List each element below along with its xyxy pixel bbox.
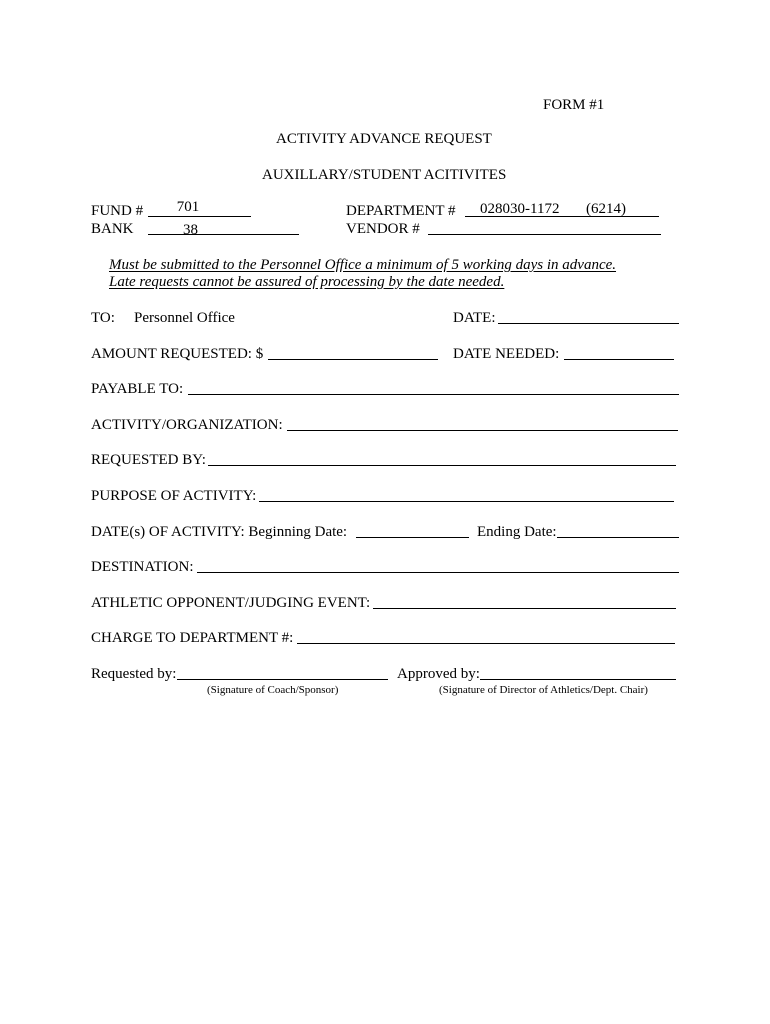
fund-label: FUND # [91,203,144,219]
requested-signature-label: Requested by: [91,666,177,682]
ending-date-label: Ending Date: [477,524,557,540]
date-line[interactable] [498,323,679,324]
purpose-label: PURPOSE OF ACTIVITY: [91,488,257,504]
bank-value: 38 [183,222,198,238]
fund-value: 701 [176,199,200,215]
dates-label: DATE(s) OF ACTIVITY: Beginning Date: [91,524,348,540]
activity-line[interactable] [287,430,678,431]
to-label: TO: [91,310,115,326]
activity-label: ACTIVITY/ORGANIZATION: [91,417,283,433]
form-subtitle: AUXILLARY/STUDENT ACITIVITES [262,167,507,183]
to-value: Personnel Office [134,310,235,326]
fund-line[interactable] [148,216,251,217]
destination-label: DESTINATION: [91,559,194,575]
vendor-line[interactable] [428,234,661,235]
approved-signature-label: Approved by: [397,666,480,682]
department-label: DEPARTMENT # [346,203,456,219]
beginning-date-line[interactable] [356,537,469,538]
amount-line[interactable] [268,359,438,360]
requested-signature-line[interactable] [177,679,388,680]
opponent-label: ATHLETIC OPPONENT/JUDGING EVENT: [91,595,371,611]
bank-label: BANK [91,221,134,237]
approved-signature-caption: (Signature of Director of Athletics/Dept. Chair) [439,684,648,696]
payable-label: PAYABLE TO: [91,381,184,397]
amount-label: AMOUNT REQUESTED: $ [91,346,264,362]
ending-date-line[interactable] [557,537,679,538]
requested-by-label: REQUESTED BY: [91,452,206,468]
notice-line-1: Must be submitted to the Personnel Office a minimum of 5 working days in advance. [109,257,617,273]
charge-line[interactable] [297,643,675,644]
date-needed-label: DATE NEEDED: [453,346,560,362]
date-label: DATE: [453,310,496,326]
department-value: 028030-1172 [480,201,560,217]
destination-line[interactable] [197,572,679,573]
department-code: (6214) [586,201,626,217]
notice-line-2: Late requests cannot be assured of processing by the date needed. [109,274,505,290]
approved-signature-line[interactable] [480,679,676,680]
form-number: FORM #1 [543,97,605,113]
vendor-label: VENDOR # [346,221,420,237]
charge-label: CHARGE TO DEPARTMENT #: [91,630,294,646]
opponent-line[interactable] [373,608,676,609]
requested-signature-caption: (Signature of Coach/Sponsor) [207,684,339,696]
requested-by-line[interactable] [208,465,676,466]
payable-line[interactable] [188,394,679,395]
date-needed-line[interactable] [564,359,674,360]
purpose-line[interactable] [259,501,674,502]
form-title: ACTIVITY ADVANCE REQUEST [276,131,492,147]
